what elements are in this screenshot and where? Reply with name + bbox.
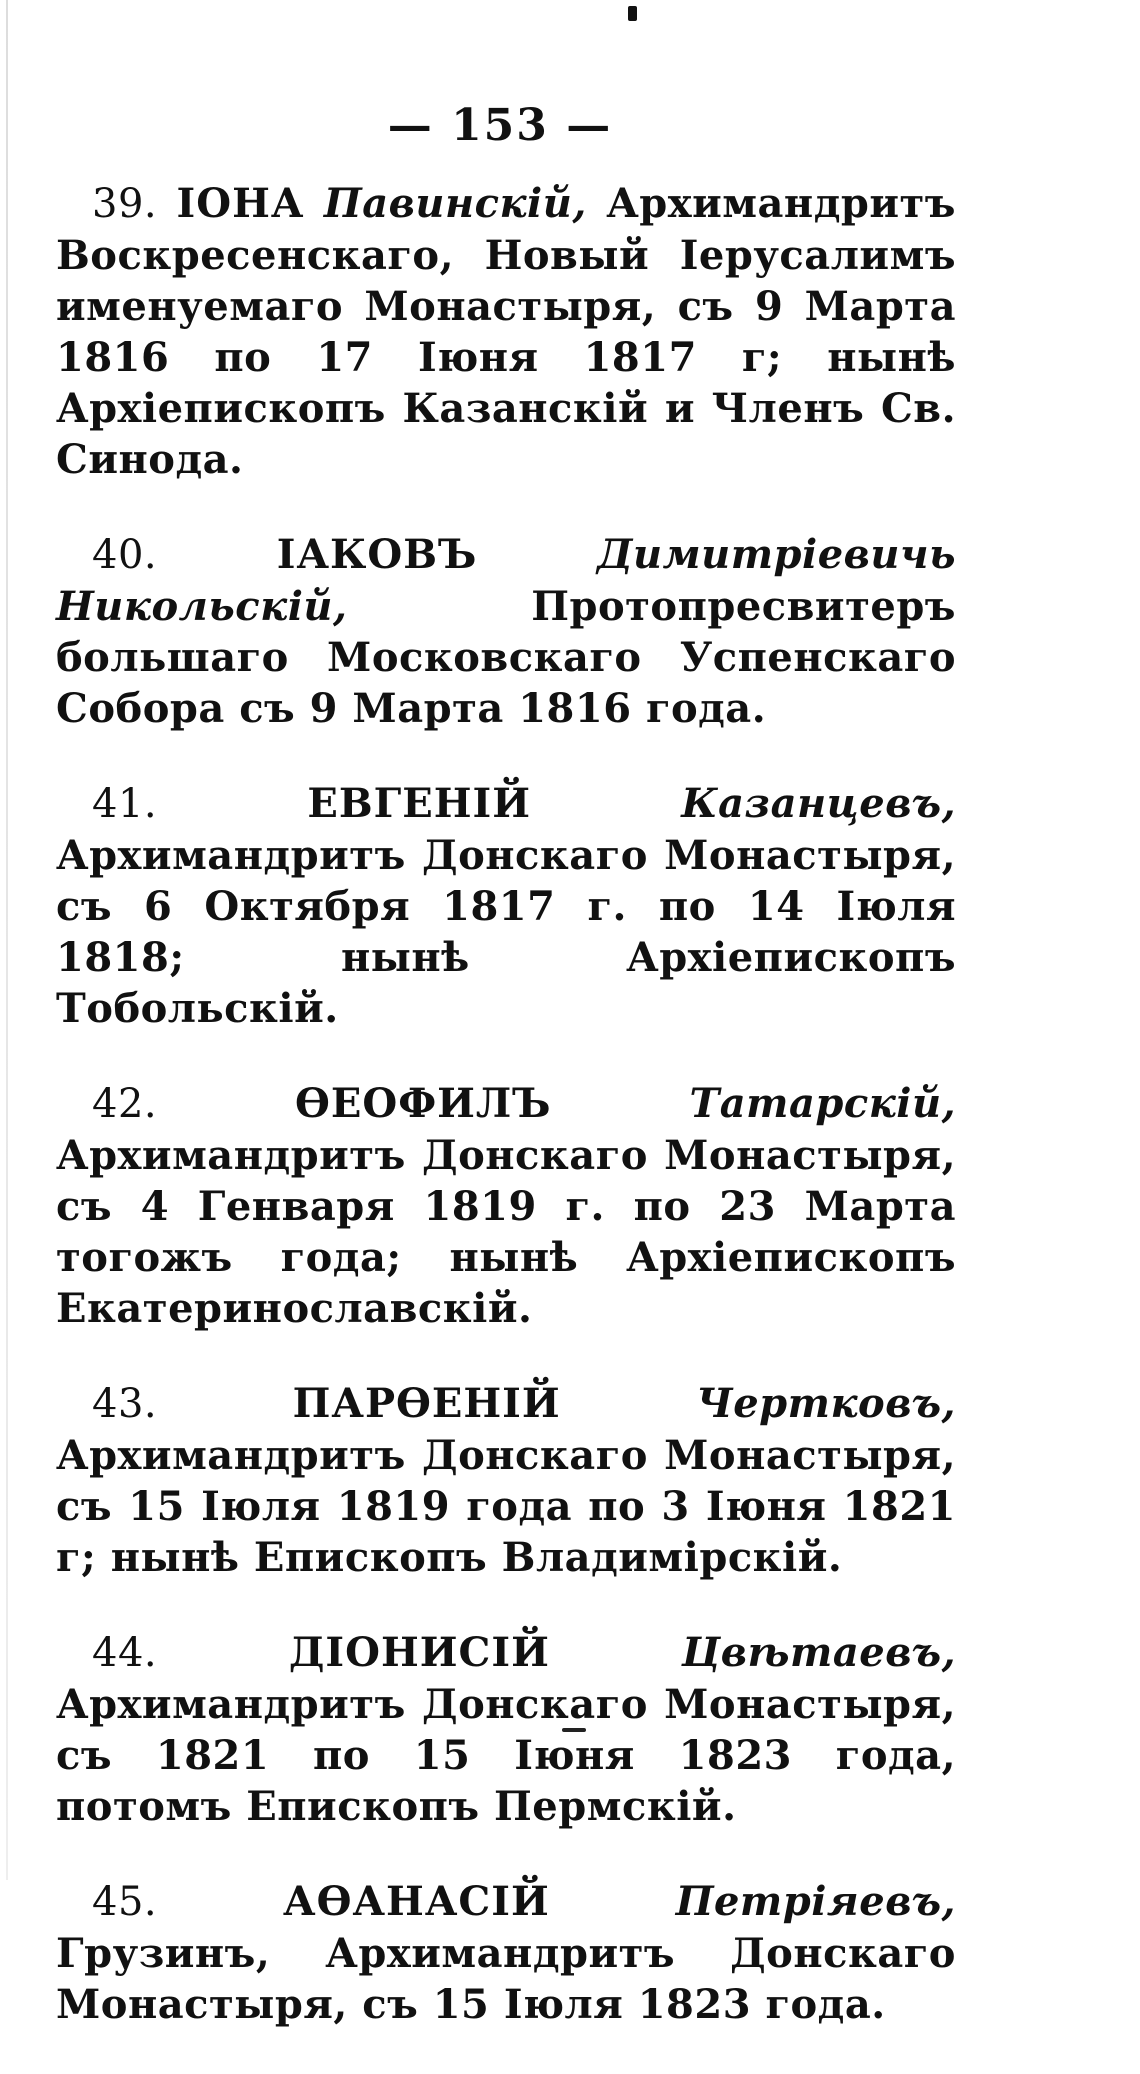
- page-number: — 153 —: [387, 100, 613, 151]
- entry-surname: Татарскій,: [689, 1080, 956, 1127]
- entry-number: 45.: [92, 1879, 158, 1925]
- entry-43: [56, 1378, 956, 1583]
- entry-text: Грузинъ, Архимандритъ Донскаго Монастыря, съ 15 Іюля 1823 года.: [56, 1930, 956, 2028]
- entry-text: Архимандритъ Донскаго Монастыря, съ 15 Іюля 1819 года по 3 Іюня 1821 г; нынѣ Епископъ Владимірскій.: [56, 1432, 956, 1581]
- entry-39: [56, 178, 956, 485]
- page-edge: [6, 0, 8, 1880]
- entry-text: Архимандритъ Донскаго Монастыря, съ 4 Генваря 1819 г. по 23 Марта тогожъ года; нынѣ Архіепископъ Екатеринославскій.: [56, 1132, 956, 1332]
- entry-text: Протопресвитеръ большаго Московскаго Успенскаго Собора съ 9 Марта 1816 года.: [56, 583, 956, 732]
- entry-number: 40.: [92, 532, 158, 578]
- entry-name: ДІОНИСІЙ: [288, 1629, 550, 1676]
- entry-surname: Павинскій,: [323, 180, 587, 227]
- entry-number: 44.: [92, 1630, 158, 1676]
- entry-surname: Чертковъ,: [696, 1380, 956, 1427]
- entry-name: ѲЕОФИЛЪ: [295, 1080, 552, 1127]
- entry-name: ІАКОВЪ: [276, 531, 478, 578]
- ink-speck: [628, 6, 637, 21]
- entry-45: [56, 1876, 956, 2030]
- entry-text: Архимандритъ Донскаго Монастыря, съ 6 Октября 1817 г. по 14 Іюля 1818; нынѣ Архіепископъ Тобольскій.: [56, 832, 956, 1032]
- entry-44: [56, 1627, 956, 1832]
- entry-text: Архимандритъ Воскресенскаго, Новый Іерусалимъ именуемаго Монастыря, съ 9 Марта 1816 по 17 Іюня 1817 г; нынѣ Архіепископъ Казанскій и Членъ Св. Синода.: [56, 180, 956, 483]
- entry-name: ЕВГЕНІЙ: [307, 780, 532, 827]
- entry-41: [56, 778, 956, 1034]
- entry-number: 43.: [92, 1381, 158, 1427]
- entry-list: [56, 178, 956, 2074]
- entry-name: ІОНА: [176, 180, 305, 227]
- entry-42: [56, 1078, 956, 1334]
- entry-number: 39.: [92, 181, 158, 227]
- entry-surname: Димитріевичь Никольскій,: [56, 531, 956, 630]
- entry-40: [56, 529, 956, 734]
- end-mark: [562, 1728, 586, 1732]
- entry-surname: Петріяевъ,: [675, 1878, 956, 1925]
- entry-number: 41.: [92, 781, 158, 827]
- entry-surname: Казанцевъ,: [681, 780, 956, 827]
- entry-text: Архимандритъ Донскаго Монастыря, съ 1821 по 15 Іюня 1823 года, потомъ Епископъ Пермскій.: [56, 1681, 956, 1830]
- entry-name: АѲАНАСІЙ: [283, 1878, 550, 1925]
- entry-name: ПАРѲЕНІЙ: [292, 1380, 561, 1427]
- entry-number: 42.: [92, 1081, 158, 1127]
- entry-surname: Цвѣтаевъ,: [681, 1629, 956, 1676]
